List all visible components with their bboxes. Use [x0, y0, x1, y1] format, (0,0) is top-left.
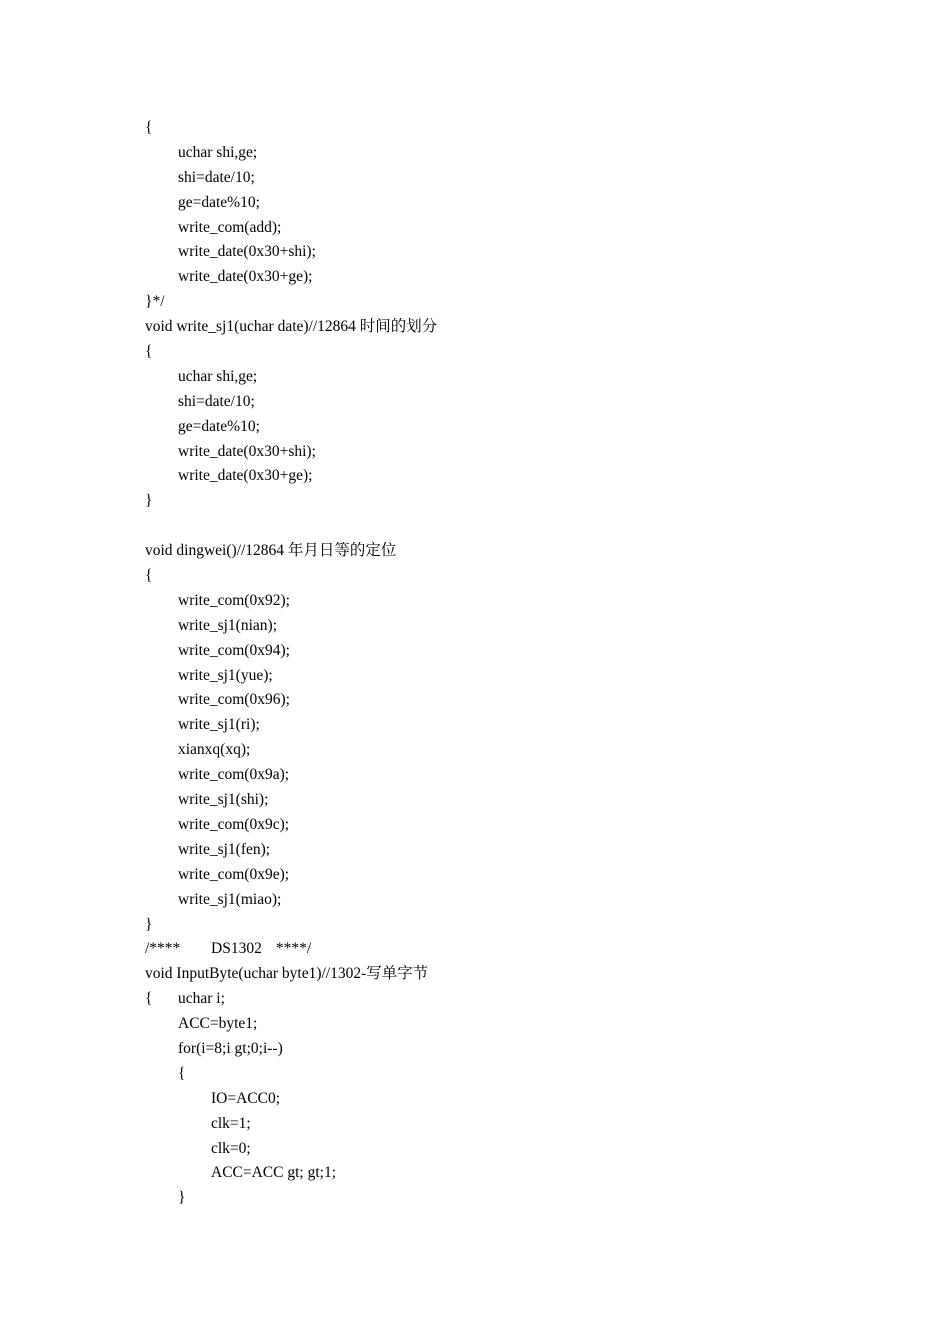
code-line: write_sj1(shi);: [178, 791, 269, 809]
code-line: write_sj1(miao);: [178, 890, 282, 908]
code-line: }: [145, 915, 153, 933]
open-brace: {: [145, 990, 153, 1008]
blank-line: [145, 514, 437, 539]
function-signature-write-sj1: void write_sj1(uchar date)//12864 时间的划分: [145, 318, 438, 336]
comment-prefix: /****: [145, 940, 181, 958]
function-signature-dingwei: void dingwei()//12864 年月日等的定位: [145, 542, 397, 560]
code-line: write_com(add);: [178, 218, 282, 236]
code-line: clk=1;: [211, 1114, 251, 1132]
code-line: clk=0;: [211, 1139, 251, 1157]
function-signature-inputbyte: void InputByte(uchar byte1)//1302-写单字节: [145, 965, 429, 983]
ds1302-section-comment: [145, 937, 437, 962]
code-line: }: [178, 1189, 186, 1207]
code-line: {: [145, 343, 153, 361]
comment-suffix: ****/: [275, 940, 312, 958]
code-line: write_com(0x9e);: [178, 865, 290, 883]
code-line: for(i=8;i gt;0;i--): [178, 1039, 283, 1057]
code-line: write_com(0x9a);: [178, 766, 290, 784]
code-line: write_com(0x9c);: [178, 815, 290, 833]
code-line: {: [145, 119, 153, 136]
code-line: write_date(0x30+shi);: [178, 243, 316, 261]
comment-name: DS1302: [211, 940, 262, 958]
code-line: ACC=byte1;: [178, 1015, 258, 1033]
code-line: write_sj1(nian);: [178, 616, 278, 634]
code-line: write_sj1(yue);: [178, 666, 273, 684]
declaration: uchar i;: [178, 990, 225, 1008]
code-line: uchar shi,ge;: [178, 143, 258, 161]
code-line: write_sj1(fen);: [178, 840, 271, 858]
code-line: [145, 987, 437, 1012]
code-line: write_date(0x30+ge);: [178, 268, 313, 286]
code-line: }*/: [145, 293, 165, 311]
code-line: write_com(0x96);: [178, 691, 290, 709]
code-line: ge=date%10;: [178, 417, 260, 435]
code-line: write_com(0x92);: [178, 591, 290, 609]
code-line: shi=date/10;: [178, 168, 255, 186]
code-line: {: [178, 1064, 186, 1082]
code-line: ACC=ACC gt; gt;1;: [211, 1164, 337, 1182]
code-line: xianxq(xq);: [178, 741, 251, 759]
code-line: }: [145, 492, 153, 510]
code-line: write_sj1(ri);: [178, 716, 260, 734]
code-line: ge=date%10;: [178, 193, 260, 211]
code-listing: [145, 116, 437, 1211]
code-line: IO=ACC0;: [211, 1089, 281, 1107]
code-line: write_com(0x94);: [178, 641, 290, 659]
code-line: shi=date/10;: [178, 392, 255, 410]
code-line: write_date(0x30+ge);: [178, 467, 313, 485]
code-line: write_date(0x30+shi);: [178, 442, 316, 460]
code-line: uchar shi,ge;: [178, 367, 258, 385]
code-line: {: [145, 567, 153, 585]
